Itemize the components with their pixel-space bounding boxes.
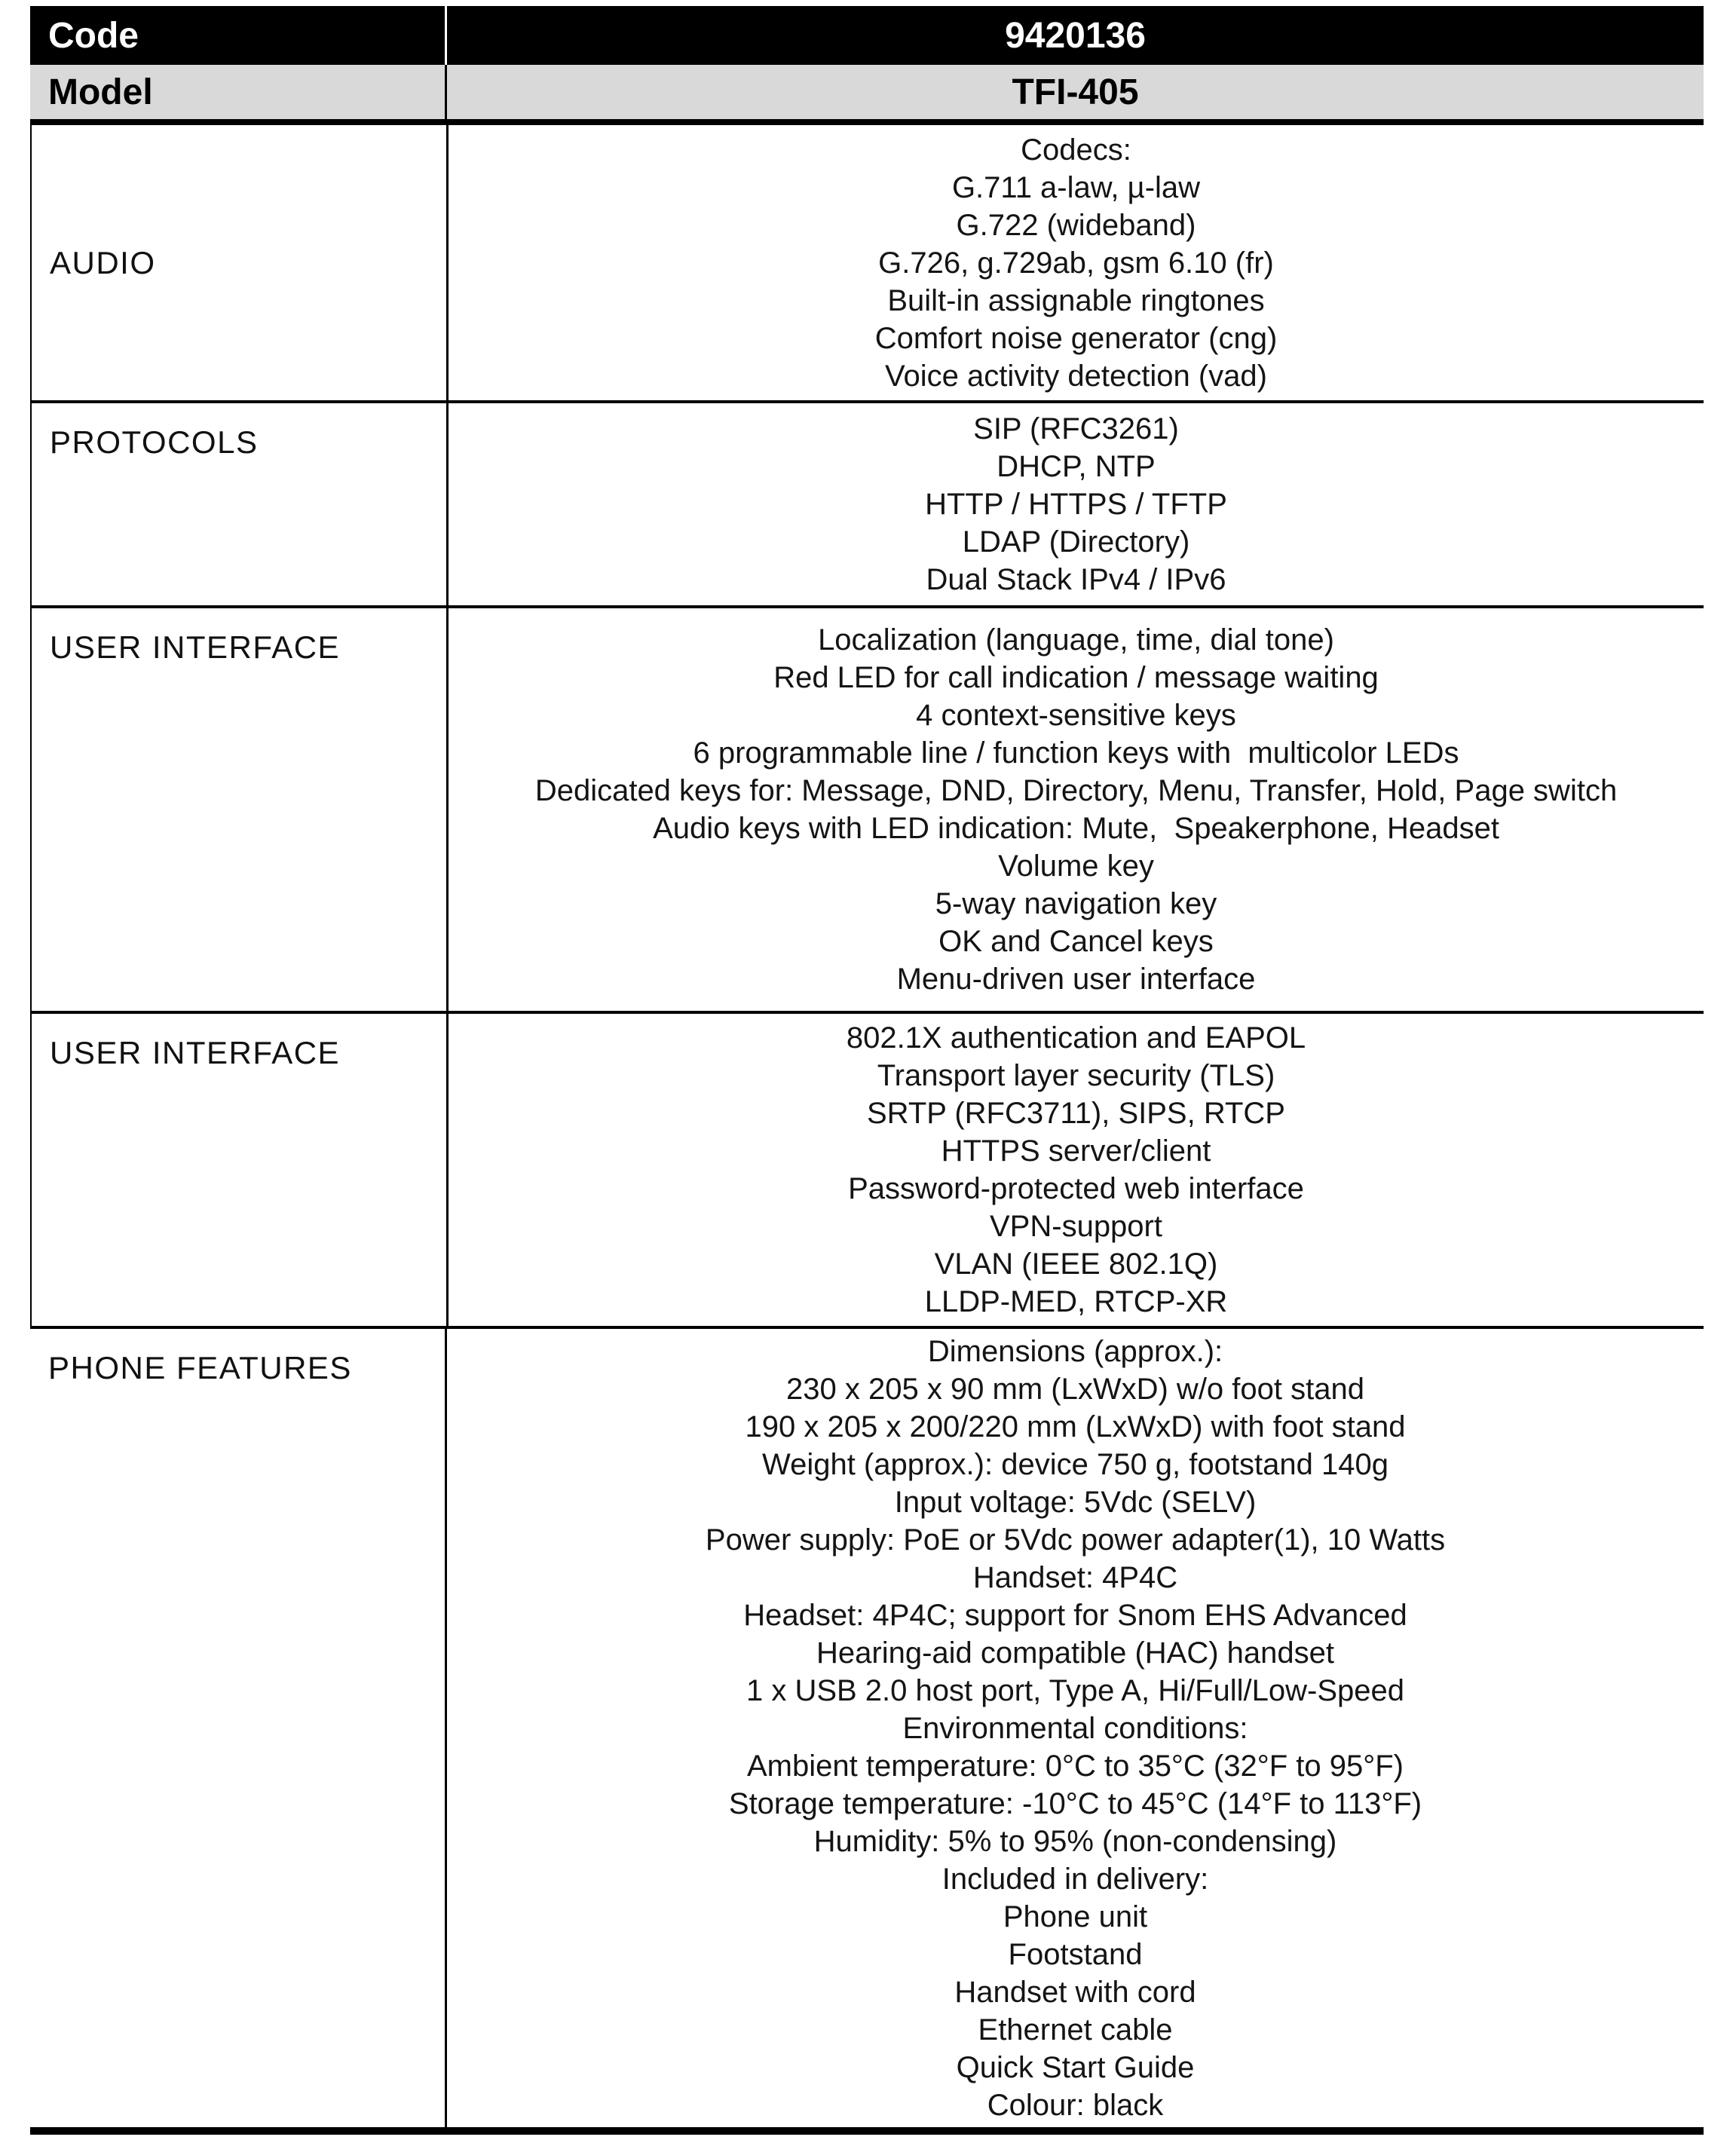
spec-line: Voice activity detection (vad) <box>885 359 1267 393</box>
phone-features-row-label: PHONE FEATURES <box>48 1350 352 1385</box>
spec-line: SRTP (RFC3711), SIPS, RTCP <box>867 1097 1285 1130</box>
spec-line: Environmental conditions: <box>902 1711 1248 1745</box>
spec-line: 6 programmable line / function keys with multicolor LEDs <box>693 736 1459 770</box>
spec-line: Red LED for call indication / message waiting <box>773 661 1379 694</box>
code-label: Code <box>48 15 139 56</box>
spec-line: Hearing-aid compatible (HAC) handset <box>816 1636 1334 1670</box>
spec-line: 230 x 205 x 90 mm (LxWxD) w/o foot stand <box>786 1372 1364 1406</box>
model-label: Model <box>48 72 153 112</box>
spec-line: G.711 a-law, µ-law <box>951 170 1201 204</box>
spec-line: Storage temperature: -10°C to 45°C (14°F to 113°F) <box>728 1786 1422 1820</box>
spec-line: LDAP (Directory) <box>962 525 1190 559</box>
spec-line: Colour: black <box>987 2088 1164 2122</box>
spec-line: Input voltage: 5Vdc (SELV) <box>894 1485 1257 1519</box>
user-interface-row <box>30 608 1704 1014</box>
spec-line: Comfort noise generator (cng) <box>874 321 1278 355</box>
spec-line: 190 x 205 x 200/220 mm (LxWxD) with foot stand <box>745 1410 1406 1443</box>
spec-line: Weight (approx.): device 750 g, footstand 140g <box>762 1447 1388 1481</box>
spec-line: Volume key <box>998 850 1154 883</box>
spec-line: HTTPS server/client <box>941 1134 1211 1168</box>
spec-line: VPN-support <box>990 1210 1162 1243</box>
spec-line: LLDP-MED, RTCP-XR <box>924 1285 1228 1318</box>
spec-line: HTTP / HTTPS / TFTP <box>925 488 1227 521</box>
spec-line: Headset: 4P4C; support for Snom EHS Advanced <box>743 1598 1407 1632</box>
spec-line: 4 context-sensitive keys <box>916 699 1236 732</box>
spec-line: Handset: 4P4C <box>972 1560 1178 1594</box>
user-interface-security-row-content <box>446 1014 1704 1326</box>
spec-line: Dimensions (approx.): <box>927 1334 1223 1368</box>
spec-line: Audio keys with LED indication: Mute, Speakerphone, Headset <box>653 812 1499 845</box>
spec-line: Password-protected web interface <box>848 1172 1304 1205</box>
spec-line: SIP (RFC3261) <box>973 412 1179 445</box>
spec-line: G.726, g.729ab, gsm 6.10 (fr) <box>878 246 1274 280</box>
audio-row <box>30 125 1704 403</box>
spec-line: Dual Stack IPv4 / IPv6 <box>926 563 1226 596</box>
code-value: 9420136 <box>445 6 1704 65</box>
protocols-row <box>30 403 1704 608</box>
phone-features-row-content <box>445 1329 1704 2127</box>
protocols-row-content <box>446 403 1704 605</box>
spec-line: Power supply: PoE or 5Vdc power adapter(1), 10 Watts <box>705 1523 1446 1557</box>
spec-table <box>30 6 1704 2135</box>
spec-line: Codecs: <box>1021 133 1131 167</box>
spec-line: Included in delivery: <box>941 1862 1209 1896</box>
spec-line: 5-way navigation key <box>935 887 1217 920</box>
spec-line: 802.1X authentication and EAPOL <box>846 1021 1306 1055</box>
spec-line: Built-in assignable ringtones <box>887 283 1265 317</box>
user-interface-row-content <box>446 608 1704 1011</box>
spec-line: Phone unit <box>1003 1900 1148 1933</box>
spec-line: Quick Start Guide <box>956 2050 1195 2084</box>
spec-line: Ethernet cable <box>978 2013 1173 2047</box>
audio-row-content <box>446 125 1704 400</box>
spec-line: DHCP, NTP <box>997 450 1156 483</box>
spec-line: OK and Cancel keys <box>938 925 1214 958</box>
spec-line: Footstand <box>1008 1937 1143 1971</box>
spec-line: G.722 (wideband) <box>956 208 1196 242</box>
spec-line: VLAN (IEEE 802.1Q) <box>934 1247 1218 1281</box>
spec-line: Humidity: 5% to 95% (non-condensing) <box>813 1824 1337 1858</box>
spec-line: Ambient temperature: 0°C to 35°C (32°F to 95°F) <box>746 1749 1404 1783</box>
spec-line: Handset with cord <box>954 1975 1196 2009</box>
model-value: TFI-405 <box>445 65 1704 119</box>
spec-line: Dedicated keys for: Message, DND, Directory, Menu, Transfer, Hold, Page switch <box>534 774 1618 807</box>
code-row <box>30 6 1704 65</box>
spec-line: Localization (language, time, dial tone) <box>818 623 1334 657</box>
user-interface-security-row-label: USER INTERFACE <box>50 1035 341 1070</box>
protocols-row-label: PROTOCOLS <box>50 424 259 460</box>
spec-line: Menu-driven user interface <box>896 963 1256 996</box>
phone-features-row <box>30 1329 1704 2135</box>
user-interface-row-label: USER INTERFACE <box>50 629 341 665</box>
spec-line: 1 x USB 2.0 host port, Type A, Hi/Full/Low-Speed <box>746 1673 1405 1707</box>
user-interface-security-row <box>30 1014 1704 1329</box>
audio-row-label: AUDIO <box>50 244 156 280</box>
spec-line: Transport layer security (TLS) <box>877 1059 1275 1092</box>
model-row <box>30 65 1704 125</box>
